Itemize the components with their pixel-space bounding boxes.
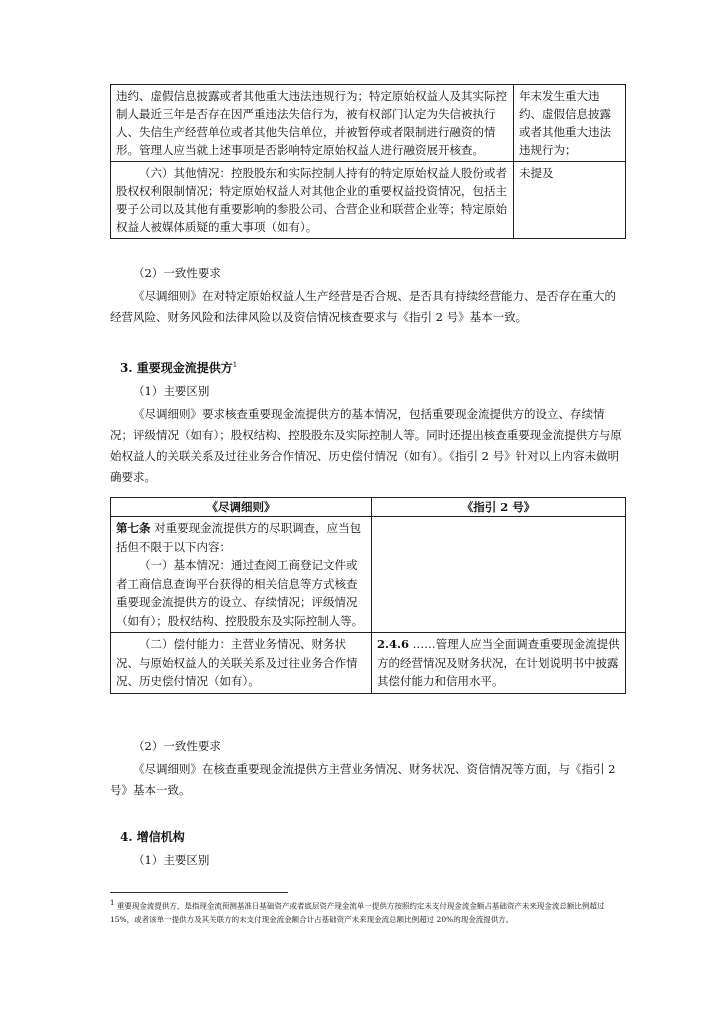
- table-row: [111, 85, 626, 162]
- table-top: [110, 84, 626, 239]
- table-cell: 未提及: [514, 162, 626, 239]
- paragraph: 《尽调细则》在对特定原始权益人生产经营是否合规、是否具有持续经营能力、是否存在重大的经营风险、财务风险和法律风险以及资信情况核查要求与《指引 2 号》基本一致。: [110, 289, 616, 324]
- footnote-text: 重要现金流提供方，是指现金流预测基准日基础资产或者底层资产现金流单一提供方按照约定未支付现金流金额占基础资产未来现金流总额比例超过 15%，或者该单一提供方及其关联方的未支付现金流金额合计占基础资产未来现金流总额比例超过 20%的现金流提供方。: [110, 901, 605, 924]
- article-label: 第七条: [116, 521, 151, 535]
- table-cell: [111, 517, 372, 633]
- footnote: [110, 897, 626, 926]
- sub-heading: （2）一致性要求: [133, 266, 221, 280]
- article-text: 对重要现金流提供方的尽职调查，应当包括但不限于以下内容：: [116, 521, 362, 554]
- column-header: 《指引 2 号》: [372, 498, 626, 517]
- table-row: [111, 633, 626, 694]
- table-cell: 年末发生重大违约、虚假信息披露或者其他重大违法违规行为；: [514, 85, 626, 162]
- table-cell: 违约、虚假信息披露或者其他重大违法违规行为；特定原始权益人及其实际控制人最近三年是否存在因严重违法失信行为，被有权部门认定为失信被执行人、失信生产经营单位或者其他失信单位，并被暂停或者限制进行融资的情形。管理人应当就上述事项是否影响特定原始权益人进行融资展开核查。: [111, 85, 514, 162]
- table-cell: [372, 633, 626, 694]
- column-header: 《尽调细则》: [111, 498, 372, 517]
- table-cell: [111, 633, 372, 694]
- heading-text: 3. 重要现金流提供方: [120, 361, 233, 375]
- article-item: （一）基本情况：通过查阅工商登记文件或者工商信息查询平台获得的相关信息等方式核查重要现金流提供方的设立、存续情况；评级情况（如有）；股权结构、控股股东及实际控制人等。: [116, 558, 364, 628]
- footnote-marker: 1: [110, 899, 115, 907]
- table-row: [111, 162, 626, 239]
- section-heading: [120, 359, 237, 376]
- paragraph: 《尽调细则》在核查重要现金流提供方主营业务情况、财务状况、资信情况等方面，与《指引 2 号》基本一致。: [110, 762, 616, 797]
- sub-heading: （1）主要区别: [133, 853, 210, 867]
- sub-heading: （2）一致性要求: [133, 739, 221, 753]
- table-header-row: [111, 498, 626, 517]
- section-heading: 4. 增信机构: [120, 830, 185, 844]
- table-cell: [372, 517, 626, 633]
- article-text: ……管理人应当全面调查重要现金流提供方的经营情况及财务状况，在计划说明书中披露其偿付能力和信用水平。: [377, 637, 620, 688]
- table-row: [111, 517, 626, 633]
- footnote-divider: [110, 892, 288, 893]
- sub-heading: （1）主要区别: [133, 384, 210, 398]
- comparison-table: [110, 497, 626, 694]
- footnote-ref: 1: [232, 361, 238, 369]
- cell-text: （六）其他情况：控股股东和实际控制人持有的特定原始权益人股份或者股权权利限制情况；特定原始权益人对其他企业的重要权益投资情况，包括主要子公司以及其他有重要影响的参股公司、合营企业和联营企业等；特定原始权益人被媒体质疑的重大事项（如有）。: [116, 166, 507, 234]
- paragraph: 《尽调细则》要求核查重要现金流提供方的基本情况，包括重要现金流提供方的设立、存续情况；评级情况（如有）；股权结构、控股股东及实际控制人等。同时还提出核查重要现金流提供方与原始权益人的关联关系及过往业务合作情况、历史偿付情况（如有）。《指引 2 号》针对以上内容未做明确要求。: [110, 407, 622, 484]
- article-label: 2.4.6: [377, 637, 410, 651]
- table-cell: [111, 162, 514, 239]
- article-item: （二）偿付能力：主营业务情况、财务状况、与原始权益人的关联关系及过往业务合作情况、历史偿付情况（如有）。: [116, 637, 358, 688]
